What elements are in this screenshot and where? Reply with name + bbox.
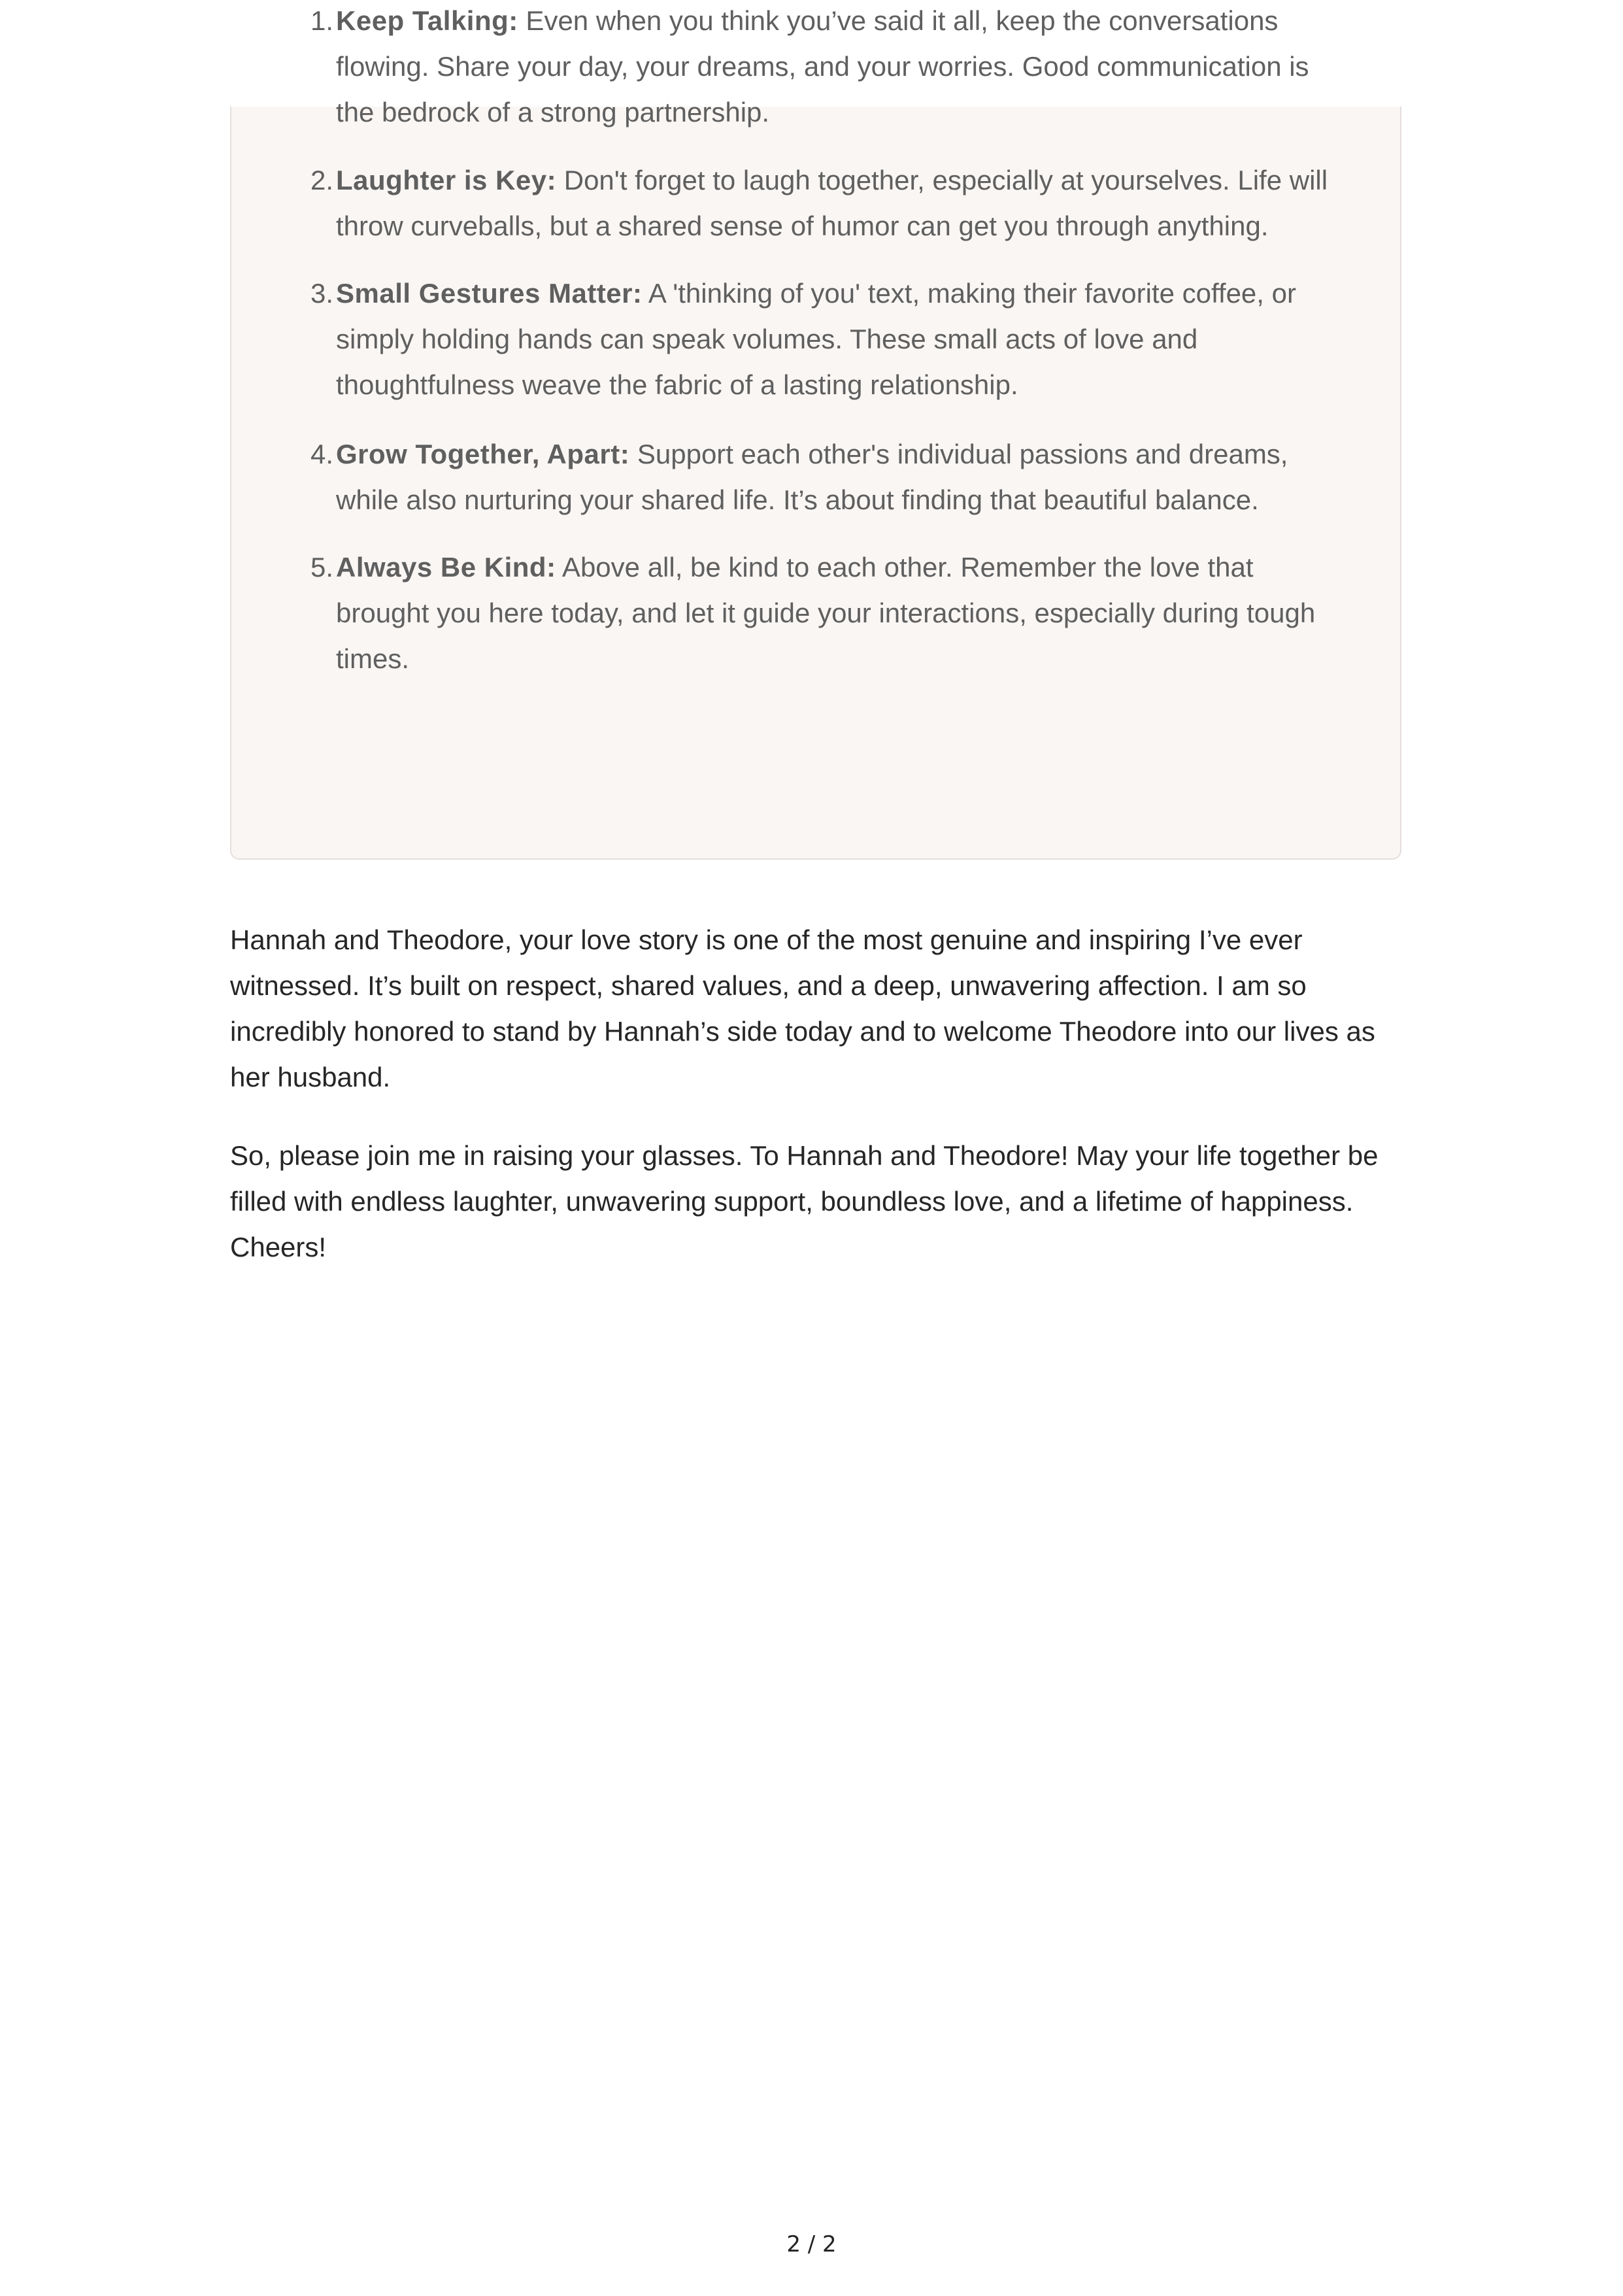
closing-paragraph-love-story: Hannah and Theodore, your love story is one of the most genuine and inspiring I’ve ever witnessed. It’s built on respect, shared values, and a deep, unwavering affection. I am so incredibly honored to stand by Hannah’s side today and to welcome Theodore into our lives as her husband. [230,924,1375,1092]
tip-text: Don't forget to laugh together, especially at yourselves. Life will throw curveballs, but a shared sense of humor can get you through anything. [336,165,1328,241]
tip-number: 1. [310,5,333,36]
tip-title: Laughter is Key: [336,165,557,195]
page-number: 2 / 2 [786,2231,837,2257]
tip-item-grow-together [310,431,1330,523]
closing-paragraph-toast: So, please join me in raising your glasses. To Hannah and Theodore! May your life together be filled with endless laughter, unwavering support, boundless love, and a lifetime of happiness. Cheers! [230,1140,1379,1262]
tip-title: Grow Together, Apart: [336,439,630,469]
tip-item-laughter [310,158,1330,249]
tip-title: Always Be Kind: [336,552,556,582]
tip-item-always-be-kind [310,545,1330,682]
tip-text: Even when you think you’ve said it all, keep the conversations flowing. Share your day, your dreams, and your worries. Good communication is the bedrock of a strong partnership. [336,5,1309,127]
tip-title: Keep Talking: [336,5,518,36]
tip-number: 5. [310,552,333,582]
tip-title: Small Gestures Matter: [336,278,643,309]
tip-number: 4. [310,439,333,469]
tip-text: Support each other's individual passions and dreams, while also nurturing your shared life. It’s about finding that beautiful balance. [336,439,1288,515]
tip-item-keep-talking [310,0,1330,135]
tip-number: 3. [310,278,333,309]
tip-text: A 'thinking of you' text, making their favorite coffee, or simply holding hands can speak volumes. These small acts of love and thoughtfulness weave the fabric of a lasting relationship. [336,278,1296,400]
tip-number: 2. [310,165,333,195]
tips-callout-box [230,5,1401,860]
tip-item-small-gestures [310,271,1330,408]
tip-text: Above all, be kind to each other. Remember the love that brought you here today, and let it guide your interactions, especially during tough times. [336,552,1316,674]
